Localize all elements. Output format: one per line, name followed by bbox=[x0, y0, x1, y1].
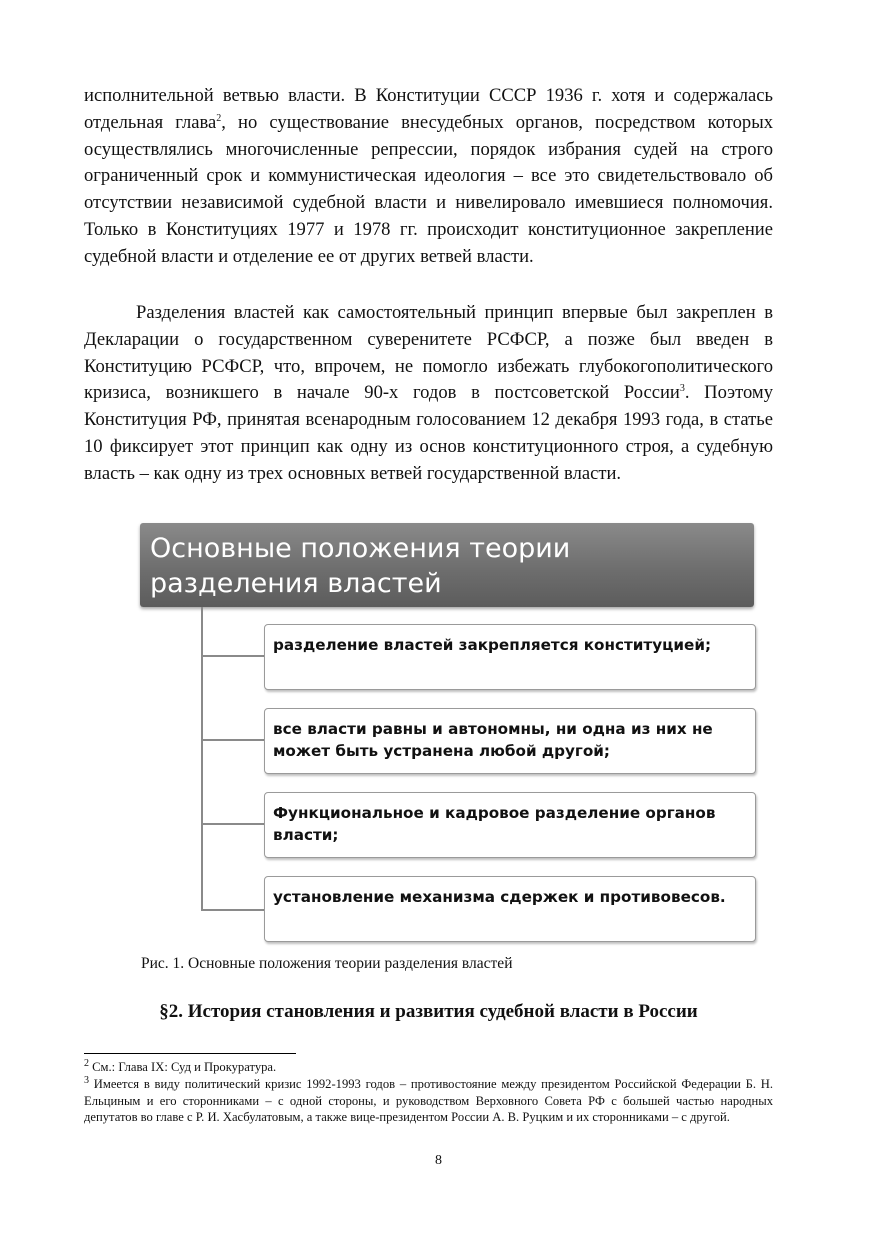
diagram-connector-3 bbox=[201, 823, 264, 825]
diagram-item-2 bbox=[264, 708, 756, 774]
diagram-connector-vertical bbox=[201, 607, 203, 911]
footnote-separator bbox=[84, 1053, 296, 1054]
diagram-connector-2 bbox=[201, 739, 264, 741]
paragraph-2-text-a: Разделения властей как самостоятельный принцип впервые был закреплен в Декларации о государственном суверенитете РСФСР, а позже был введен в Конституцию РСФСР, что, впрочем, не помогло избежать глубокогополитического кризиса, возникшего в начале 90-х годов в постсоветской России bbox=[84, 302, 773, 404]
footnote-2-number: 2 bbox=[84, 1057, 89, 1069]
diagram-connector-1 bbox=[201, 655, 264, 657]
footnotes bbox=[84, 1059, 773, 1126]
footnote-3-number: 3 bbox=[84, 1074, 89, 1086]
separation-of-powers-diagram bbox=[138, 521, 758, 949]
diagram-item-3-text: Функциональное и кадровое разделение органов власти; bbox=[273, 804, 716, 844]
footnote-2 bbox=[84, 1059, 773, 1076]
section-heading: §2. История становления и развития судебной власти в России bbox=[159, 1001, 698, 1022]
diagram-item-4 bbox=[264, 876, 756, 942]
diagram-title: Основные положения теории разделения властей bbox=[150, 533, 571, 599]
body-paragraph-2 bbox=[84, 300, 773, 488]
diagram-item-4-text: установление механизма сдержек и противовесов. bbox=[273, 888, 726, 906]
footnote-ref-2[interactable]: 2 bbox=[216, 112, 222, 124]
footnote-3 bbox=[84, 1076, 773, 1126]
diagram-item-3 bbox=[264, 792, 756, 858]
footnote-2-text: См.: Глава IX: Суд и Прокуратура. bbox=[89, 1060, 277, 1074]
paragraph-2-text-b: . Поэтому Конституция РФ, принятая всенародным голосованием 12 декабря 1993 года, в статье 10 фиксирует этот принцип как одну из основ конституционного строя, а судебную власть – как одну из трех основных ветвей государственной власти. bbox=[84, 382, 773, 484]
paragraph-1-text-b: , но существование внесудебных органов, посредством которых осуществлялись многочисленные репрессии, порядок избрания судей на строго ограниченный срок и коммунистическая идеология – все это свидетельствовало об отсутствии независимой судебной власти и нивелировало имевшиеся полномочия. Только в Конституциях 1977 и 1978 гг. происходит конституционное закрепление судебной власти и отделение ее от других ветвей власти. bbox=[84, 111, 773, 267]
body-paragraph-1 bbox=[84, 83, 773, 271]
diagram-item-1-text: разделение властей закрепляется конституцией; bbox=[273, 636, 712, 654]
diagram-header bbox=[140, 523, 754, 607]
page-number: 8 bbox=[435, 1153, 442, 1168]
diagram-item-1 bbox=[264, 624, 756, 690]
paragraph-1-text-a: исполнительной ветвью власти. В Конституции СССР 1936 г. хотя и содержалась отдельная глава bbox=[84, 85, 773, 133]
diagram-item-2-text: все власти равны и автономны, ни одна из них не может быть устранена любой другой; bbox=[273, 720, 713, 760]
footnote-ref-3[interactable]: 3 bbox=[679, 383, 685, 395]
footnote-3-text: Имеется в виду политический кризис 1992-1993 годов – противостояние между президентом Российской Федерации Б. Н. Ельциным и его сторонниками – с одной стороны, и руководством Верховного Совета РФ с большей частью народных депутатов во главе с Р. И. Хасбулатовым, а также вице-президентом России А. В. Руцким и их сторонниками – с другой. bbox=[84, 1076, 773, 1125]
figure-caption: Рис. 1. Основные положения теории разделения властей bbox=[141, 955, 513, 972]
diagram-connector-4 bbox=[201, 909, 264, 911]
